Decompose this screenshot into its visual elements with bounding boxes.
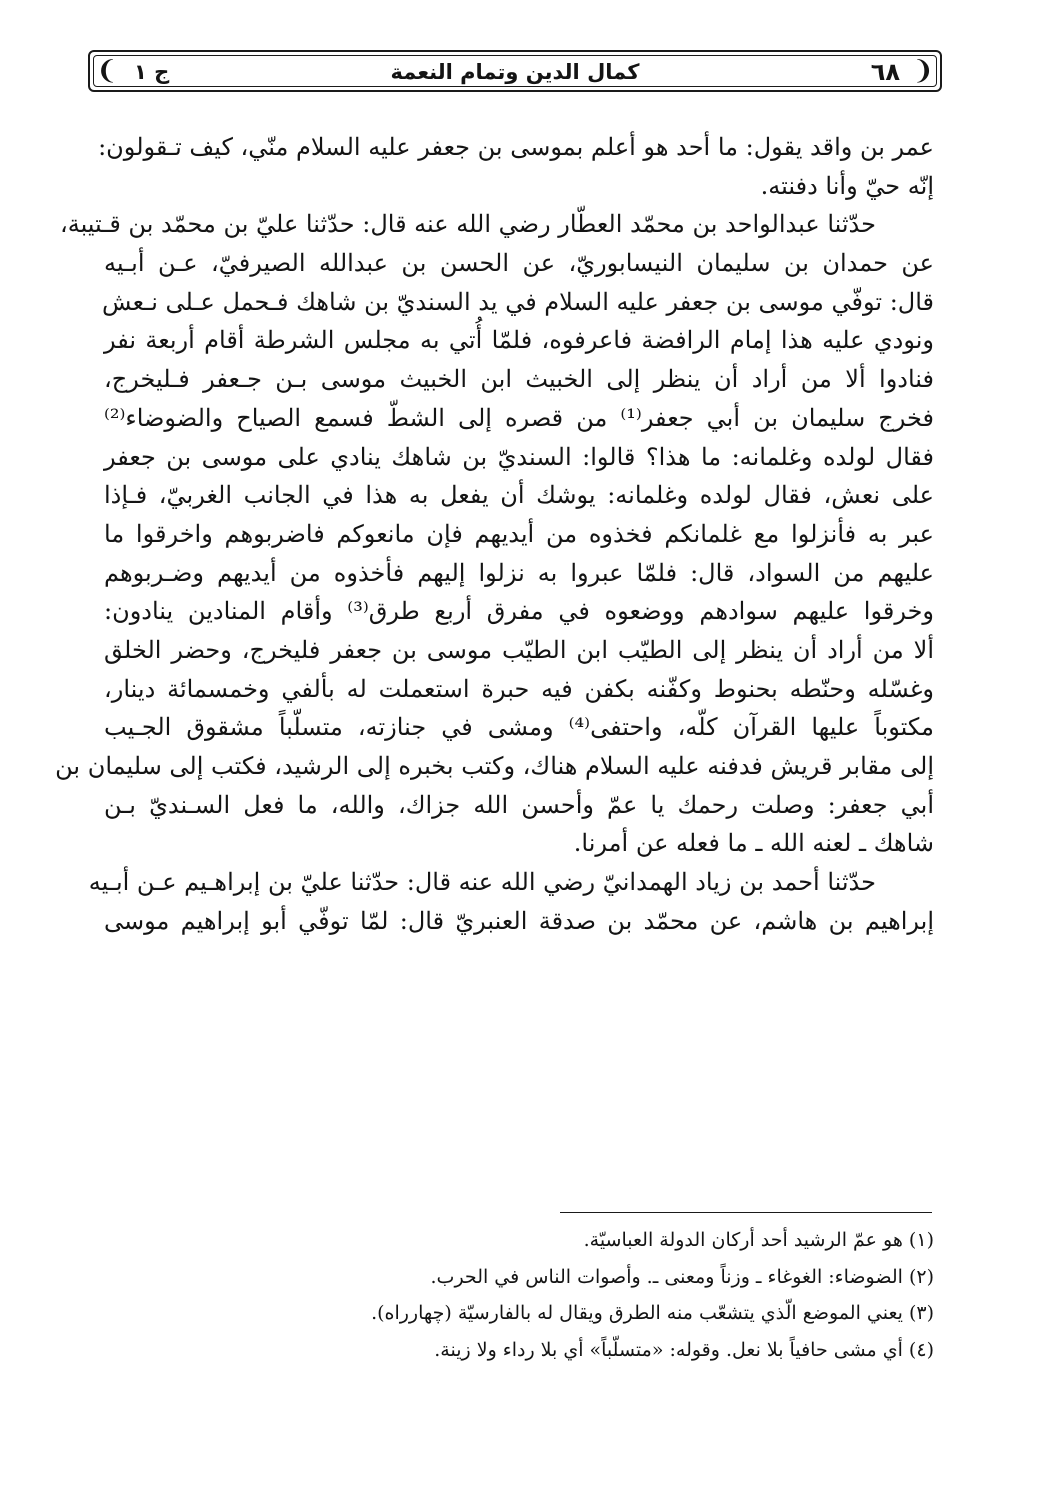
body-text	[55, 128, 935, 940]
body-line: ونودي عليه هذا إمام الرافضة فاعرفوه، فلمّا أُتي به مجلس الشرطة أقام أربعة نفر	[104, 326, 934, 355]
right-ornament-icon: ❨	[912, 56, 934, 86]
body-line: إبراهيم بن هاشم، عن محمّد بن صدقة العنبريّ قال: لمّا توفّي أبو إبراهيم موسى	[104, 906, 934, 935]
body-line: فنادوا ألا من أراد أن ينظر إلى الخبيث ابن الخبيث موسى بـن جـعفر فـليخرج،	[104, 365, 934, 394]
body-line: مكتوباً عليها القرآن كلّه، واحتفى⁽⁴⁾ ومشى في جنازته، متسلّباً مشقوق الجـيب	[104, 713, 935, 742]
book-title: كمال الدين وتمام النعمة	[390, 60, 640, 84]
body-line: عمر بن واقد يقول: ما أحد هو أعلم بموسى بن جعفر عليه السلام منّي، كيف تـقولون:	[98, 133, 934, 161]
volume-label: ج ١	[134, 60, 170, 84]
body-line: حدّثنا عبدالواحد بن محمّد العطّار رضي الله عنه قال: حدّثنا عليّ بن محمّد بن قـتيبة،	[59, 210, 876, 239]
body-line: حدّثنا أحمد بن زياد الهمدانيّ رضي الله عنه قال: حدّثنا عليّ بن إبراهـيم عـن أبـيه	[88, 868, 876, 897]
body-line: عن حمدان بن سليمان النيسابوريّ، عن الحسن بن عبدالله الصيرفيّ، عـن أبـيه	[104, 249, 934, 278]
left-ornament-icon: ❩	[96, 56, 118, 86]
footnote-4: (٤) أي مشى حافياً بلا نعل. وقوله: «متسلّباً» أي بلا رداء ولا زينة.	[434, 1338, 934, 1361]
footnote-divider	[560, 1212, 932, 1213]
body-line: فخرج سليمان بن أبي جعفر⁽¹⁾ من قصره إلى الشطّ فسمع الصياح والضوضاء⁽²⁾	[104, 403, 934, 432]
body-line: فقال لولده وغلمانه: ما هذا؟ قالوا: السنديّ بن شاهك ينادي على موسى بن جعفر	[104, 442, 935, 471]
page-number: ٦٨	[870, 58, 900, 86]
footnote-3: (٣) يعني الموضع الّذي يتشعّب منه الطرق ويقال له بالفارسيّة (چهارراه).	[371, 1302, 934, 1324]
body-line: شاهك ـ لعنه الله ـ ما فعله عن أمرنا.	[573, 829, 934, 858]
running-header	[88, 50, 942, 92]
footnote-2: (٢) الضوضاء: الغوغاء ـ وزناً ومعنى ـ. وأصوات الناس في الحرب.	[430, 1265, 934, 1288]
body-line: على نعش، فقال لولده وغلمانه: يوشك أن يفعل به هذا في الجانب الغربيّ، فـإذا	[104, 481, 934, 510]
body-line: وخرقوا عليهم سوادهم ووضعوه في مفرق أربع طرق⁽³⁾ وأقام المنادين ينادون:	[104, 597, 934, 626]
footnote-1: (١) هو عمّ الرشيد أحد أركان الدولة العباسيّة.	[583, 1229, 934, 1251]
body-line: قال: توفّي موسى بن جعفر عليه السلام في يد السنديّ بن شاهك فـحمل عـلى نـعش	[102, 287, 934, 316]
body-line: ألا من أراد أن ينظر إلى الطيّب ابن الطيّب موسى بن جعفر فليخرج، وحضر الخلق	[104, 635, 934, 664]
body-line: وغسّله وحنّطه بحنوط وكفّنه بكفن فيه حبرة استعملت له بألفي وخمسمائة دينار،	[104, 674, 934, 703]
body-line: إلى مقابر قريش فدفنه عليه السلام هناك، وكتب بخبره إلى الرشيد، فكتب إلى سليمان بن	[55, 752, 934, 780]
footnotes	[300, 1222, 934, 1368]
body-line: إنّه حيّ وأنا دفنته.	[760, 171, 934, 200]
body-line: أبي جعفر: وصلت رحمك يا عمّ وأحسن الله جزاك، والله، ما فعل السـنديّ بـن	[104, 790, 935, 819]
body-line: عبر به فأنزلوا مع غلمانكم فخذوه من أيديهم فإن مانعوكم فاضربوهم واخرقوا ما	[104, 519, 934, 548]
body-line: عليهم من السواد، قال: فلمّا عبروا به نزلوا إليهم فأخذوه من أيديهم وضـربوهم	[104, 558, 934, 587]
